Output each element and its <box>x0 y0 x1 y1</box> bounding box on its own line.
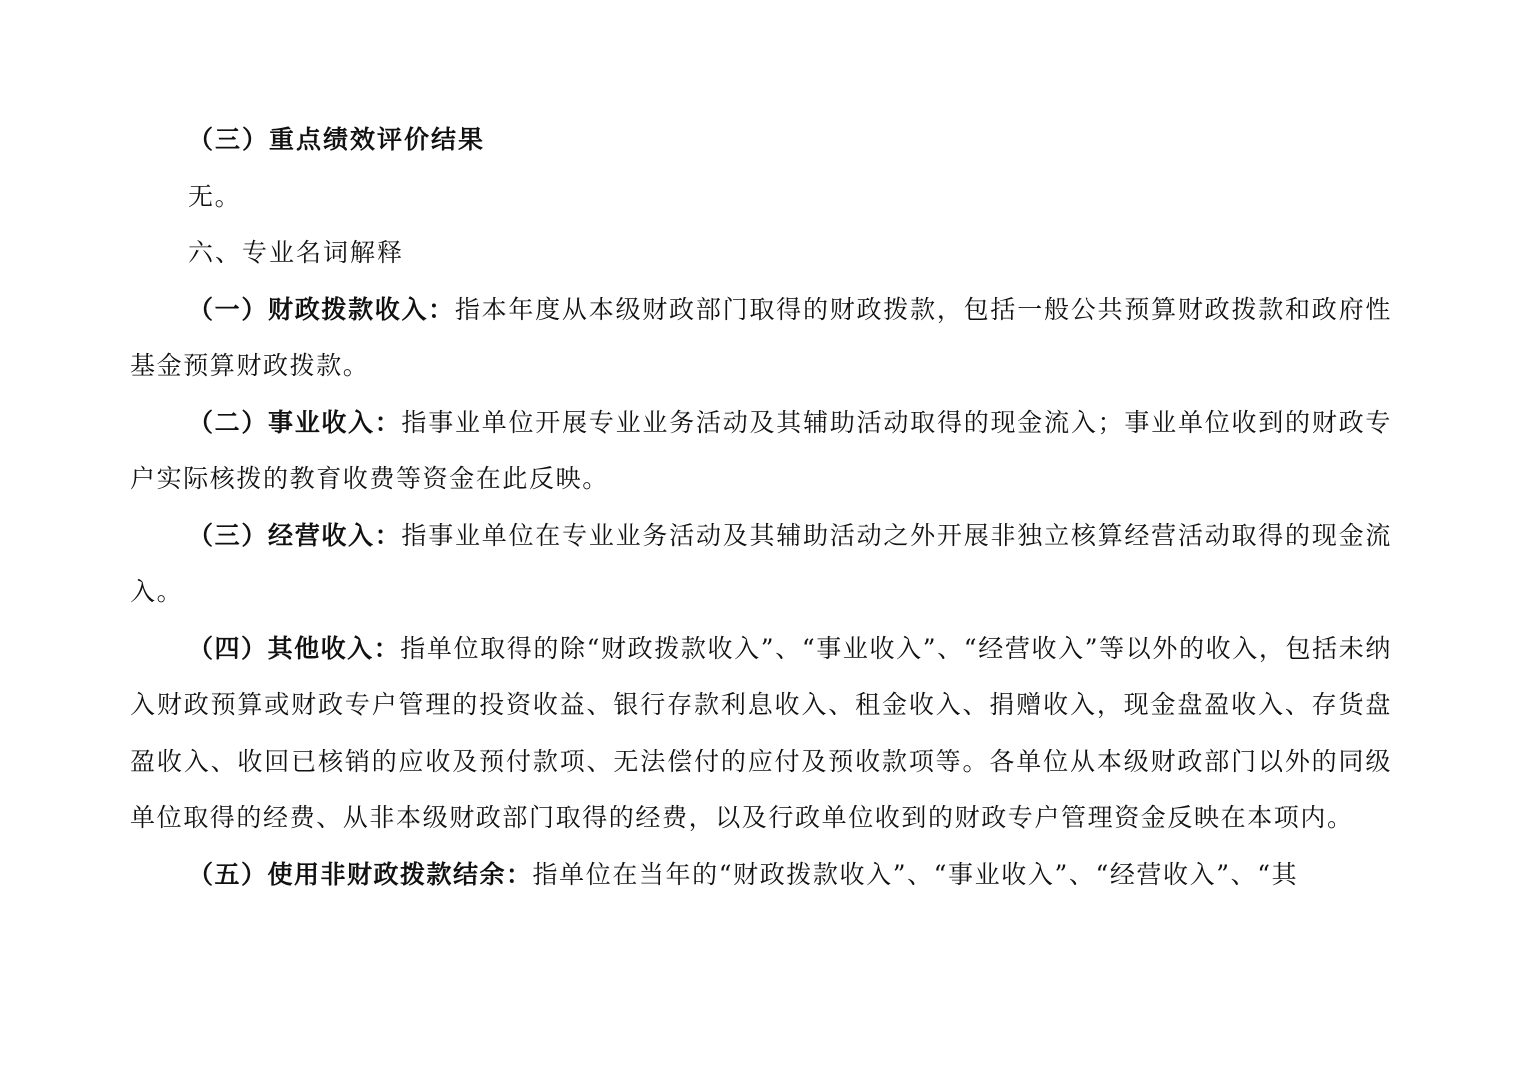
definition-paragraph-business-income <box>130 395 1392 508</box>
definition-text: 指单位取得的除“财政拨款收入”、“事业收入”、“经营收入”等以外的收入，包括未纳入财政预算或财政专户管理的投资收益、银行存款利息收入、租金收入、捐赠收入，现金盘盈收入、存货盘盈收入、收回已核销的应收及预付款项、无法偿付的应付及预收款项等。各单位从本级财政部门以外的同级单位取得的经费、从非本级财政部门取得的经费，以及行政单位收到的财政专户管理资金反映在本项内。 <box>130 633 1392 832</box>
definition-text: 指本年度从本级财政部门取得的财政拨款，包括一般公共预算财政拨款和政府性基金预算财政拨款。 <box>130 294 1392 380</box>
definition-term: （一）财政拨款收入： <box>188 294 455 324</box>
definition-term: （四）其他收入： <box>188 633 401 663</box>
none-paragraph: 无。 <box>188 181 242 211</box>
definition-term: （三）经营收入： <box>188 520 402 550</box>
definition-term: （五）使用非财政拨款结余： <box>188 859 533 889</box>
definition-term: （二）事业收入： <box>188 407 402 437</box>
definition-paragraph-operating-income <box>130 508 1392 621</box>
definition-paragraph-non-fiscal-balance <box>130 847 1392 904</box>
document-body <box>130 112 1392 903</box>
section-heading-key-performance-results: （三）重点绩效评价结果 <box>188 125 486 154</box>
definition-paragraph-fiscal-appropriation <box>130 282 1392 395</box>
definition-text: 指事业单位在专业业务活动及其辅助活动之外开展非独立核算经营活动取得的现金流入。 <box>130 520 1392 606</box>
definition-text: 指事业单位开展专业业务活动及其辅助活动取得的现金流入；事业单位收到的财政专户实际核拨的教育收费等资金在此反映。 <box>130 407 1392 493</box>
definition-paragraph-other-income <box>130 621 1392 847</box>
section-heading-glossary: 六、专业名词解释 <box>188 238 405 267</box>
definition-text: 指单位在当年的“财政拨款收入”、“事业收入”、“经营收入”、“其 <box>532 859 1299 889</box>
